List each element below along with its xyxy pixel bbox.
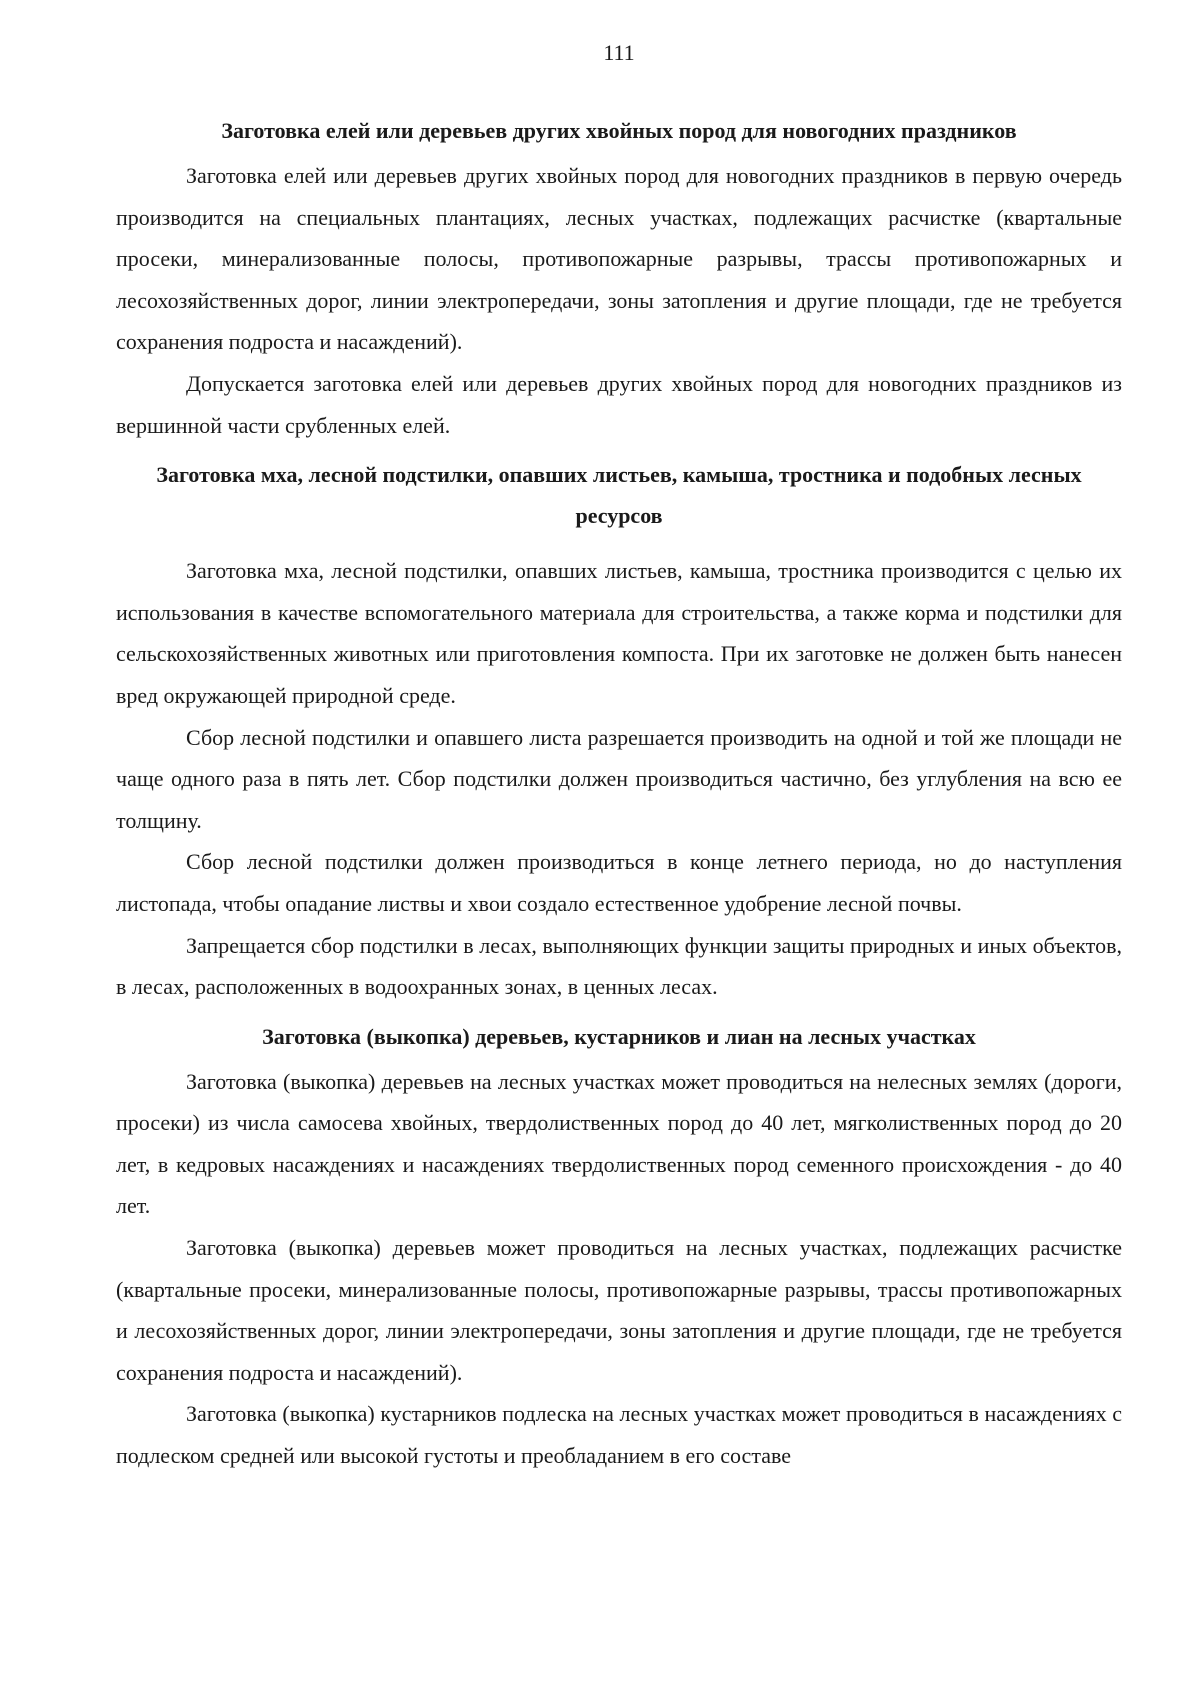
section-heading: Заготовка елей или деревьев других хвойных пород для новогодних праздников [221,118,1017,143]
paragraph: Допускается заготовка елей или деревьев других хвойных пород для новогодних праздников из вершинной части срубленных елей. [116,370,1122,438]
section-new-year-trees [116,110,1122,446]
paragraph: Сбор лесной подстилки и опавшего листа разрешается производить на одной и той же площади не чаще одного раза в пять лет. Сбор подстилки должен производиться частично, без углубления на всю ее толщину. [116,724,1122,833]
section-heading: Заготовка мха, лесной подстилки, опавших листьев, камыша, тростника и подобных лесных ресурсов [156,462,1082,529]
section-moss-and-litter [116,454,1122,1008]
paragraph: Заготовка (выкопка) деревьев на лесных участках может проводиться на нелесных землях (дороги, просеки) из числа самосева хвойных, твердолиственных пород до 40 лет, мягколиственных пород до 20 лет, в кедровых насаждениях и насаждениях твердолиственных пород семенного происхождения - до 40 лет. [116,1068,1122,1219]
section-heading: Заготовка (выкопка) деревьев, кустарников и лиан на лесных участках [262,1023,976,1049]
paragraph: Заготовка мха, лесной подстилки, опавших листьев, камыша, тростника производится с целью их использования в качестве вспомогательного материала для строительства, а также корма и подстилки для сельскохозяйственных животных или приготовления компоста. При их заготовке не должен быть нанесен вред окружающей природной среде. [116,558,1122,708]
paragraph: Сбор лесной подстилки должен производиться в конце летнего периода, но до наступления листопада, чтобы опадание листвы и хвои создало естественное удобрение лесной почвы. [116,849,1122,916]
page-number: 111 [603,40,635,65]
paragraph: Заготовка (выкопка) кустарников подлеска на лесных участках может проводиться в насаждениях с подлеском средней или высокой густоты и преобладанием в его составе [116,1401,1122,1469]
paragraph: Запрещается сбор подстилки в лесах, выполняющих функции защиты природных и иных объектов, в лесах, расположенных в водоохранных зонах, в ценных лесах. [116,932,1122,1000]
paragraph: Заготовка (выкопка) деревьев может проводиться на лесных участках, подлежащих расчистке (квартальные просеки, минерализованные полосы, противопожарные разрывы, трассы противопожарных и лесохозяйственных дорог, линии электропередачи, зоны затопления и другие площади, где не требуется сохранения подроста и насаждений). [116,1235,1122,1385]
paragraph: Заготовка елей или деревьев других хвойных пород для новогодних праздников в первую очередь производится на специальных плантациях, лесных участках, подлежащих расчистке (квартальные просеки, минерализованные полосы, противопожарные разрывы, трассы противопожарных и лесохозяйственных дорог, линии электропередачи, зоны затопления и другие площади, где не требуется сохранения подроста и насаждений). [116,163,1122,355]
section-digging-trees-shrubs [116,1016,1122,1477]
